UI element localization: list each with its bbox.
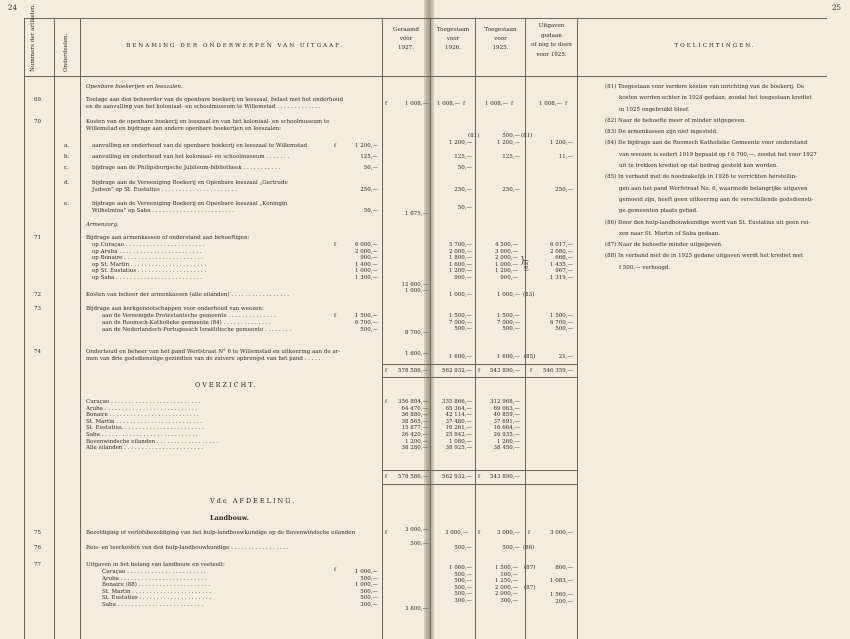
header-geraamd: Geraamd voor 1927.	[392, 27, 419, 51]
amount-1926: 250,—	[454, 187, 472, 193]
article-number: 74	[34, 349, 41, 355]
col-rule	[430, 18, 431, 639]
sum-rule	[382, 377, 577, 378]
sub-amount: 1 500,—	[355, 313, 378, 319]
article-number: 77	[34, 562, 41, 568]
page-number-right: 25	[832, 4, 841, 12]
note-ref: (82)	[524, 259, 530, 271]
amount-1926: 1 200,—	[449, 140, 472, 146]
sub-text: bijdrage aan de Vereeniging Boekerij en Openbare leeszaal „Gertrude	[92, 180, 288, 186]
sub-text: aanvulling en onderhoud van de openbare boekerij en leeszaal te Willemstad	[92, 143, 308, 149]
kerk-1925: 1 500,— 7 000,— 500,—	[497, 313, 520, 333]
armenzorg-values: 6 000,— 2 000,— 900,— 1 400,— 1 000,— 1 300,—	[355, 242, 378, 281]
sub-letter: e.	[64, 201, 70, 207]
sub-letter: a.	[64, 143, 70, 149]
article-number: 69	[34, 97, 41, 103]
note-ref: (87)	[524, 585, 536, 591]
florin-sign: f	[530, 368, 533, 374]
sub-amount: 500,—	[360, 327, 378, 333]
sub-text: bijdrage aan de Vereeniging Boekerij en Openbare leeszaal „Koningin	[92, 201, 288, 207]
amount-1926: 1 008,—	[437, 101, 460, 107]
article-text: Bezoldiging of verlofsbezoldiging van het hulp-landbouwkundige op de Bovenwindsche eilanden	[86, 530, 356, 536]
florin-sign: f	[385, 474, 388, 480]
amount-1926: 1 000,—	[449, 292, 472, 298]
florin-sign: f	[478, 474, 481, 480]
col-rule	[80, 18, 81, 639]
total-1926: 562 932,—	[442, 474, 472, 480]
article-number: 70	[34, 119, 41, 125]
amount-uitgaven: 1 008,—	[539, 101, 562, 107]
sub-amount: 50,—	[363, 208, 378, 214]
florin-sign: f	[334, 567, 337, 573]
sub-text: bijdrage aan de Philipsburgsche Jubileum-bibliotheek . . . . . . . . . . .	[92, 165, 281, 171]
armenzorg-1925: 4 500,— 3 000,— 2 000,— 1 000,— 1 200,— 900,—	[495, 242, 518, 281]
overzicht-heading: OVERZICHT.	[195, 381, 258, 389]
article-text: Kosten van de openbare boekerij en leeszaal en van het koloniaal- en schoolmuseum te	[86, 119, 330, 125]
header-toegestaan-1925: Toegestaan voor 1925.	[484, 27, 517, 51]
note-ref: (81)	[468, 133, 480, 139]
article-number: 72	[34, 292, 41, 298]
article-number: 76	[34, 545, 41, 551]
kerk-uitgaven: 1 500,— 6 700,— 500,—	[550, 313, 573, 333]
amount-uitgaven: 11,—	[558, 154, 573, 160]
amount-1925: 1 200,—	[497, 140, 520, 146]
florin-sign: f	[334, 242, 337, 248]
article-text: men van drie godsdienstige gezindten van de zuivere opbrengst van het pand . . . . . .	[86, 356, 324, 362]
landbouw-heading: Landbouw.	[210, 514, 249, 522]
florin-sign: f	[565, 101, 568, 107]
amount-1925: 250,—	[502, 187, 520, 193]
landbouw-labels: Curaçao . . . . . . . . . . . . . . . . . . . . . . . Aruba . . . . . . . . . . . . . . . . . . . . . . . . . Bonaire (88) . . . . . . . . . . . . . . . . . . . . . St. Martin . . . . . . . . . . . . . . . . . . . . . . . St. Eustatius . . . . . . . . . . . . . . . . . . . . . Saba . . . . . . . . . . . . . . . . . . . . . . . . .	[102, 569, 212, 608]
col-rule	[382, 18, 383, 639]
header-toelichtingen: TOELICHTINGEN.	[674, 43, 756, 49]
florin-sign: f	[385, 399, 388, 405]
florin-sign: f	[334, 313, 337, 319]
table-top-rule	[24, 18, 827, 19]
header-onderdeelen: Onderdeelen.	[63, 33, 69, 72]
amount-uitgaven: 200,—	[555, 599, 573, 605]
col-rule	[577, 18, 578, 639]
note-ref: (81)	[521, 133, 533, 139]
sub-text: Judson” op St. Eustatius . . . . . . . . . . . . . . . . . . . . . .	[92, 187, 237, 193]
section-armenzorg: Armenzorg.	[86, 222, 119, 228]
total-1927: 578 586,—	[398, 368, 428, 374]
page-number-left: 24	[8, 4, 17, 12]
sub-letter: c.	[64, 165, 69, 171]
amount-1926: 50,—	[457, 165, 472, 171]
amount-1925: 3 000,—	[497, 530, 520, 536]
amount-uitgaven: 1 560,—	[550, 592, 573, 598]
col-rule	[475, 18, 476, 639]
amount-1927: 8 700,—	[405, 330, 428, 336]
article-text: Toelage aan den beheerder van de openbare boekerij en leeszaal, belast met het onderhoud	[86, 97, 343, 103]
amount-uitgaven: 3 000,—	[550, 530, 573, 536]
sub-amount: 50,—	[363, 165, 378, 171]
article-text: en de aanvulling van het koloniaal- en schoolmuseum te Willemstad . . . . . . . . . . . . .	[86, 104, 321, 110]
sum-rule	[382, 484, 577, 485]
landbouw-1925: 1 500,— 100,— 1 250,— 2 000,— 2 000,— 300,—	[495, 565, 518, 604]
sub-letter: b.	[64, 154, 70, 160]
overzicht-1925: 312 968,— 69 063,— 40 859,— 37 691,— 16 664,— 26 935,— 1 260,— 38 450,—	[490, 399, 520, 452]
amount-1927: 1 000,—	[405, 288, 428, 294]
sum-rule	[382, 364, 577, 365]
florin-sign: f	[385, 530, 388, 536]
amount-uitgaven: 1 200,—	[550, 140, 573, 146]
article-text: Uitgaven in het belang van landbouw en veeteelt:	[86, 562, 225, 568]
sub-text: aan de Nederlandsch-Portugeesch Israëlitische gemeente . . . . . . . .	[102, 327, 292, 333]
note-ref: (87)	[524, 565, 536, 571]
section-openbare: Openbare boekerijen en leeszalen.	[86, 84, 183, 90]
florin-sign: f	[528, 530, 531, 536]
amount-1927: 12 600,—	[401, 282, 428, 288]
amount-1925: 500,—	[502, 545, 520, 551]
sub-text: aan de Vereenigde Protestantsche gemeente . . . . . . . . . . . . . .	[102, 313, 276, 319]
article-text: Onderhoud en beheer van het pand Werfstraat N° 6 te Willemstad en uitkeering aan de ar-	[86, 349, 341, 355]
toelichtingen-notes: (81) Toegestaan voor verdere kosten van inrichting van de boekerij. De kosten werden echter in 1924 gedaan, zoodat het toegestaan krediet in 1925 ongebruikt bleef. (82) Naar de behoefte meer of minder uitgegeven. (83) De armenkassen zijn niet ingesteld. (84) De bijdrage aan de Roomsch Katholieke Gemeente voor onderstand van weezen is sedert 1919 bepaald op f 6 700,—, zoodat het voor 1927 uit te trekken krediet op dat bedrag gesteld kan worden. (85) In verband met de noodzakelijk in 1926 te verrichten herstellin- gen aan het pand Werfstraat No. 6, waarmede belangrijke uitgaven gemoeid zijn, heeft geen uitkeering aan de verschillende godsdiensti- ge gemeenten plaats gehad. (86) Door den hulp-landbouwkundige werd van St. Eustatius uit geen rei- zen naar St. Martin of Saba gedaan. (87) Naar de behoefte minder uitgegeven. (88) In verband met de in 1925 gedane uitgaven werdt het krediet met f 500,— verhoogd.	[605, 84, 817, 271]
amount-1926: 500,—	[454, 545, 472, 551]
header-toegestaan-1926: Toegestaan voor 1926.	[436, 27, 470, 51]
header-benaming: BENAMING DER ONDERWERPEN VAN UITGAAF.	[126, 43, 344, 49]
sub-text: Wilhelmina” op Saba . . . . . . . . . . . . . . . . . . . . . . . .	[92, 208, 235, 214]
article-text: Kosten van beheer der armenkassen (alle eilanden) . . . . . . . . . . . . . . . . .	[86, 292, 290, 298]
florin-sign: f	[385, 101, 388, 107]
article-number: 75	[34, 530, 41, 536]
total-1925: 543 890,—	[490, 368, 520, 374]
sub-amount: 6 700,—	[355, 320, 378, 326]
overzicht-labels: Curaçao . . . . . . . . . . . . . . . . . . . . . . . . . . Aruba . . . . . . . . . . . . . . . . . . . . . . . . . . . Bonaire . . . . . . . . . . . . . . . . . . . . . . . . . . St. Martin . . . . . . . . . . . . . . . . . . . . . . . . . St. Eustatius. . . . . . . . . . . . . . . . . . . . . . . . Saba . . . . . . . . . . . . . . . . . . . . . . . . . . . . Bovenwindsche eilanden . . . . . . . . . . . . . . . . . . Alle eilanden . . . . . . . . . . . . . . . . . . . . . . .	[86, 399, 219, 452]
article-number: 71	[34, 235, 41, 241]
col-rule	[54, 18, 55, 639]
amount-1927: 500,—	[410, 541, 428, 547]
amount-1927: 1 675,—	[405, 211, 428, 217]
total-1925: 543 890,—	[490, 474, 520, 480]
article-text: Reis- en teerkosten van den hulp-landbouwkundige . . . . . . . . . . . . . . . . .	[86, 545, 289, 551]
header-uitgaven: Uitgaven gedaan of nog te doen voor 1925.	[531, 23, 572, 58]
total-uitgaven: 546 359,—	[543, 368, 573, 374]
amount-1925: 125,—	[502, 154, 520, 160]
florin-sign: f	[334, 143, 337, 149]
total-1926: 562 932,—	[442, 368, 472, 374]
amount-1925: 1 600,—	[497, 354, 520, 360]
sub-amount: 250,—	[360, 187, 378, 193]
note-ref: (83)	[523, 292, 535, 298]
armenzorg-labels: op Curaçao . . . . . . . . . . . . . . . . . . . . . . . op Aruba . . . . . . . . . . . . . . . . . . . . . . . . op Bonaire . . . . . . . . . . . . . . . . . . . . . . . op St. Martin . . . . . . . . . . . . . . . . . . . . . . op St. Eustatius . . . . . . . . . . . . . . . . . . . . op Saba . . . . . . . . . . . . . . . . . . . . . . . . .	[92, 242, 207, 281]
florin-sign: f	[385, 368, 388, 374]
sub-text: aan de Roomsch-Katholieke gemeente (84) . . . . . . . . . . . . . .	[102, 320, 271, 326]
amount-uitgaven: 1 083,—	[550, 578, 573, 584]
header-nummers: Nummers der artikelen.	[30, 3, 36, 72]
header-bottom-rule	[24, 76, 827, 77]
sub-amount: 125,—	[360, 154, 378, 160]
amount-1927: 1 008,—	[405, 101, 428, 107]
armenzorg-uitgaven: 6 017,— 2 080,— 666,— 1 435,— 967,— 1 319,—	[550, 242, 573, 281]
amount-1926: 50,—	[457, 205, 472, 211]
note-ref: (85)	[524, 354, 536, 360]
article-text: Bijdrage aan kerkgenootschappen voor onderhoud van weezen:	[86, 306, 264, 312]
amount-1925: 500,—	[502, 133, 520, 139]
kerk-1926: 1 500,— 7 000,— 500,—	[449, 313, 472, 333]
amount-1927: 3 000,—	[405, 527, 428, 533]
amount-1927: 1 600,—	[405, 351, 428, 357]
note-ref: (86)	[523, 545, 535, 551]
armenzorg-1926: 5 700,— 2 000,— 1 800,— 1 600,— 1 200,— 900,—	[449, 242, 472, 281]
article-text: Bijdrage aan armenkassen of onderstand aan behoeftigen:	[86, 235, 250, 241]
florin-sign: f	[463, 101, 466, 107]
amount-1926: 3 000,—	[445, 530, 468, 536]
landbouw-values: 1 000,— 500,— 1 000,— 500,— 500,— 300,—	[355, 569, 378, 608]
florin-sign: f	[478, 530, 481, 536]
article-number: 73	[34, 306, 41, 312]
overzicht-1927: 356 804,— 64 470,— 36 880,— 38 565,— 15 877,— 26 420,— 1 200,— 38 280,—	[398, 399, 428, 452]
col-rule	[24, 18, 25, 639]
brace: }	[520, 256, 526, 266]
amount-1926: 125,—	[454, 154, 472, 160]
amount-1925: 1 000,—	[497, 292, 520, 298]
amount-uitgaven: 21,—	[558, 354, 573, 360]
total-1927: 578 586,—	[398, 474, 428, 480]
afdeeling-heading: Vde AFDEELING.	[210, 497, 297, 505]
amount-uitgaven: 800,—	[555, 565, 573, 571]
overzicht-1926: 335 866,— 65 364,— 42 114,— 37 480,— 16 261,— 25 842,— 1 080,— 38 925,—	[442, 399, 472, 452]
sub-amount: 1 200,—	[355, 143, 378, 149]
sub-text: aanvulling en onderhoud van het koloniaal- en schoolmuseum . . . . . . .	[92, 154, 290, 160]
florin-sign: f	[478, 368, 481, 374]
sum-rule	[382, 470, 577, 471]
landbouw-1926: 1 060,— 500,— 500,— 500,— 500,— 300,—	[449, 565, 472, 604]
amount-uitgaven: 250,—	[555, 187, 573, 193]
amount-1926: 1 600,—	[449, 354, 472, 360]
amount-1925: 1 008,—	[485, 101, 508, 107]
florin-sign: f	[511, 101, 514, 107]
article-text: Willemstad en bijdrage aan andere openbare boekerijen en leeszalen:	[86, 126, 282, 132]
sub-letter: d.	[64, 180, 70, 186]
amount-1927: 3 800,—	[405, 606, 428, 612]
